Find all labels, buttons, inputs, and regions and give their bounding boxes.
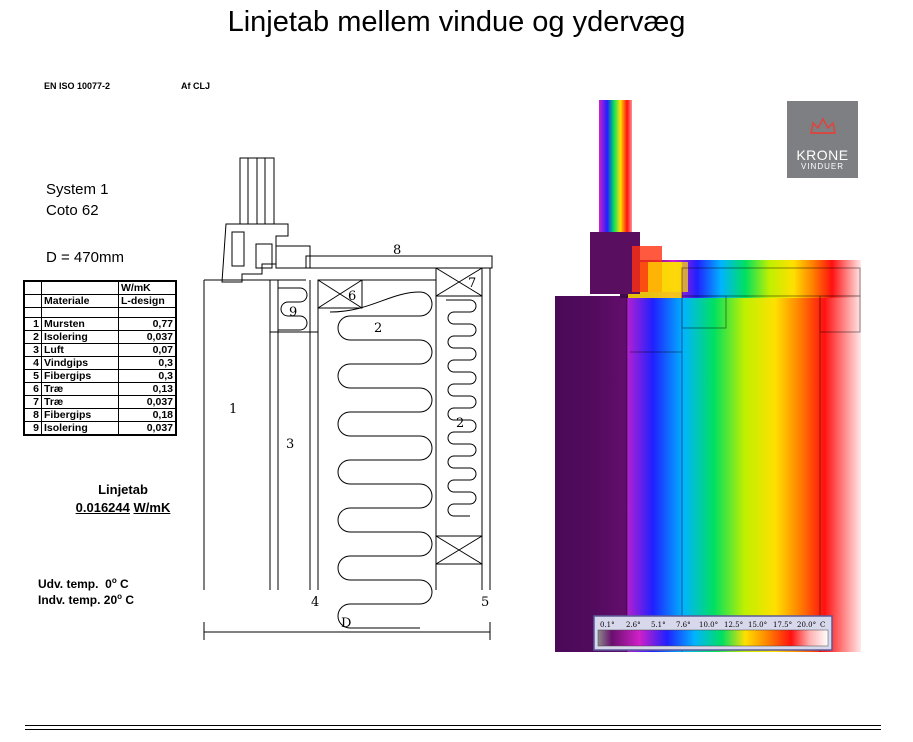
table-header [24,295,176,308]
label-5: 5 [481,595,490,610]
indoor-temperature: Indv. temp. 20$^o$ C [38,592,135,607]
standard-label: EN ISO 10077-2 [44,81,111,91]
table-row: 7 Træ 0,037 [24,396,176,409]
wall-section-drawing [190,150,500,645]
header-units: W/mK [119,281,177,295]
legend-tick: 10.0° [699,621,719,629]
system-profile: Coto 62 [46,202,99,219]
footer-rule [25,725,881,726]
legend-tick: 17.5° [773,621,793,629]
thermal-legend [594,616,832,650]
label-8: 8 [393,243,402,258]
legend-tick: 2.6° [626,621,641,629]
logo-sub: VINDUER [800,162,844,171]
table-row: 5 Fibergips 0,3 [24,370,176,383]
label-3: 3 [286,437,295,452]
label-9: 9 [289,305,298,320]
table-row: 3 Luft 0,07 [24,344,176,357]
table-row: 9 Isolering 0,037 [24,422,176,436]
table-row: 8 Fibergips 0,18 [24,409,176,422]
thermal-glazing [599,100,632,240]
label-dimension: D [341,616,352,631]
table-header-units [24,281,176,295]
label-7: 7 [468,276,477,291]
label-4: 4 [311,595,320,610]
label-6: 6 [348,289,357,304]
material-table [23,280,177,436]
label-2b: 2 [456,416,465,431]
header-design: L-design [119,295,177,308]
table-row: 2 Isolering 0,037 [24,331,176,344]
legend-tick: 15.0° [748,621,768,629]
outdoor-temperature: Udv. temp. 0$^o$ C [38,576,129,591]
label-1: 1 [229,402,238,417]
legend-tick: 20.0° [797,621,817,629]
logo-brand: KRONE [796,147,849,163]
header-material: Materiale [42,295,119,308]
legend-unit: C [820,621,826,629]
insulation-2-main [330,292,432,628]
legend-tick: 7.6° [676,621,691,629]
wall-depth: D = 470mm [46,249,124,266]
krone-logo [787,101,858,178]
page-title: Linjetab mellem vindue og ydervæg [227,6,686,38]
author-label: Af CLJ [181,81,210,91]
insulation-2-small [446,300,476,516]
legend-tick: 5.1° [651,621,666,629]
table-row: 6 Træ 0,13 [24,383,176,396]
footer-rule [25,729,881,730]
table-row: 4 Vindgips 0,3 [24,357,176,370]
table-row: 1 Mursten 0,77 [24,318,176,331]
system-name: System 1 [46,181,109,198]
legend-tick: 12.5° [724,621,744,629]
crown-icon [809,117,837,135]
label-2: 2 [374,321,383,336]
linear-loss-label: Linjetab [98,482,148,497]
linear-loss-value: 0.016244 W/mK [75,500,171,515]
legend-tick: 0.1° [600,621,615,629]
